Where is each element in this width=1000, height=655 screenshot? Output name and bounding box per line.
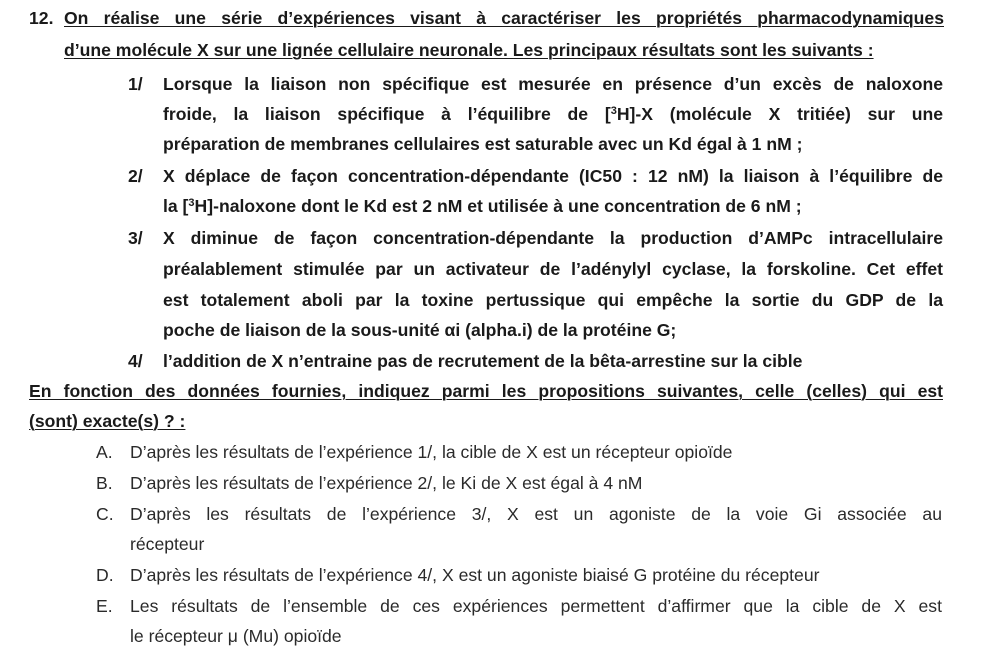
instruction-line-1: En fonction des données fournies, indiquez parmi les propositions suivantes, celle (celles) qui est xyxy=(29,381,943,401)
option-e-text-line-1: Les résultats de l’ensemble de ces expériences permettent d’affirmer que la cible de X est xyxy=(130,596,942,616)
option-e-text-line-2: le récepteur μ (Mu) opioïde xyxy=(130,626,342,646)
experiment-number: 4/ xyxy=(128,351,143,371)
experiment-4-line-1: l’addition de X n’entraine pas de recrutement de la bêta-arrestine sur la cible xyxy=(163,351,803,371)
experiment-3-line-3: est totalement aboli par la toxine pertussique qui empêche la sortie du GDP de la xyxy=(163,290,943,310)
option-letter-a: A. xyxy=(96,442,113,462)
option-letter-e: E. xyxy=(96,596,113,616)
question-number: 12. xyxy=(29,8,54,28)
experiment-1-line-3: préparation de membranes cellulaires est saturable avec un Kd égal à 1 nM ; xyxy=(163,134,803,154)
option-c-text-line-2: récepteur xyxy=(130,534,205,554)
option-letter-c: C. xyxy=(96,504,114,524)
experiment-3-line-4: poche de liaison de la sous-unité αi (alpha.i) de la protéine G; xyxy=(163,320,677,340)
option-b-text: D’après les résultats de l’expérience 2/, le Ki de X est égal à 4 nM xyxy=(130,473,643,493)
experiment-number: 3/ xyxy=(128,228,143,248)
instruction-line-2: (sont) exacte(s) ? : xyxy=(29,411,186,431)
experiment-3-line-2: préalablement stimulée par un activateur de l’adénylyl cyclase, la forskoline. Cet effet xyxy=(163,259,943,279)
question-intro-line-2: d’une molécule X sur une lignée cellulaire neuronale. Les principaux résultats sont les suivants : xyxy=(64,40,874,60)
question-intro-line-1: On réalise une série d’expériences visant à caractériser les propriétés pharmacodynamiques xyxy=(64,8,944,28)
option-c-text-line-1: D’après les résultats de l’expérience 3/, X est un agoniste de la voie Gi associée au xyxy=(130,504,942,524)
option-d-text: D’après les résultats de l’expérience 4/, X est un agoniste biaisé G protéine du récepteur xyxy=(130,565,820,585)
experiment-3-line-1: X diminue de façon concentration-dépendante la production d’AMPc intracellulaire xyxy=(163,228,943,248)
experiment-1-line-1: Lorsque la liaison non spécifique est mesurée en présence d’un excès de naloxone xyxy=(163,74,943,94)
option-letter-b: B. xyxy=(96,473,113,493)
experiment-2-line-1: X déplace de façon concentration-dépendante (IC50 : 12 nM) la liaison à l’équilibre de xyxy=(163,166,943,186)
option-a-text: D’après les résultats de l’expérience 1/, la cible de X est un récepteur opioïde xyxy=(130,442,733,462)
experiment-number: 1/ xyxy=(128,74,143,94)
option-letter-d: D. xyxy=(96,565,114,585)
experiment-1-line-2: froide, la liaison spécifique à l’équilibre de [$^3$H]-X (molécule X tritiée) sur une xyxy=(163,104,943,124)
experiment-number: 2/ xyxy=(128,166,143,186)
experiment-2-line-2: la [$^3$H]-naloxone dont le Kd est 2 nM et utilisée à une concentration de 6 nM ; xyxy=(163,196,802,216)
